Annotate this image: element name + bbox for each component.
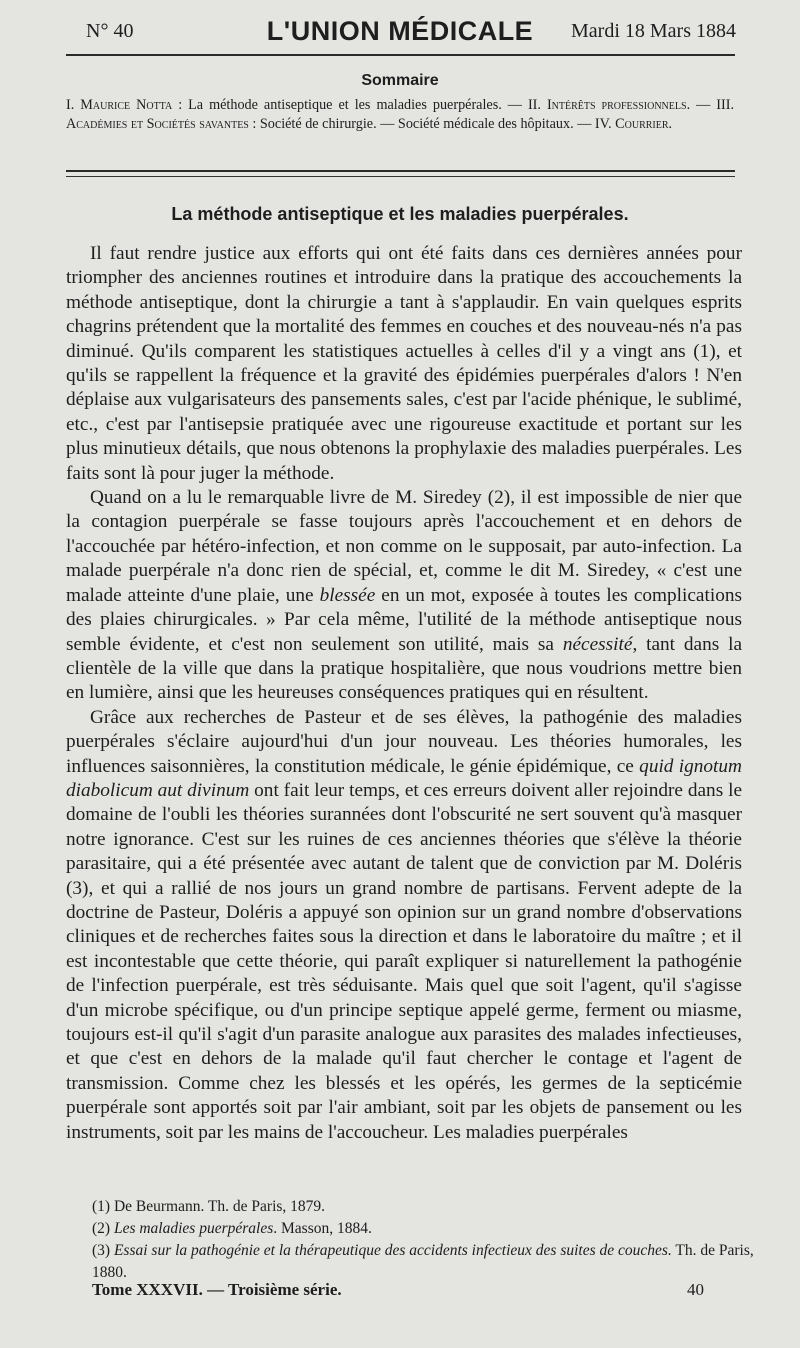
emphasis: nécessité: [562, 633, 633, 655]
footnote-text: De Beurmann. Th. de Paris, 1879.: [110, 1198, 326, 1215]
paragraph-text: ont fait leur temps, et ces erreurs doivent aller rejoindre dans le domaine de l'oubli les théories surannées dont l'obscurité ne sert souvent qu'à masquer notre ignorance. C'est sur les ruines de ces anciennes théories que s'élève la théorie parasitaire, qui a été présentée avec autant de talent que de conviction par M. Doléris (3), et qui a rallié de nos jours un grand nombre de partisans. Fervent adepte de la doctrine de Pasteur, Doléris a appuyé son opinion sur un grand nombre d'observations cliniques et de recherches faites sous la direction et dans le laboratoire du maître ; et il est incontestable que cette théorie, qui paraît expliquer si naturellement la pathogénie de l'infection puerpérale, est très séduisante. Mais quel que soit l'agent, qu'il s'agisse d'un microbe spécifique, ou d'un principe septique appelé germe, ferment ou miasme, toujours est-il qu'il s'agit d'un parasite analogue aux parasites des malades infectieuses, et que c'est en dehors de la malade qu'il faut chercher le contage et l'agent de transmission. Comme chez les blessés et les opérés, les germes de la septicémie puerpérale sont apportés soit par l'air ambiant, soit par les objets de pansement ou les instruments, soit par les mains de l'accoucheur. Les maladies puerpérales: [66, 779, 742, 1143]
footnote-text: . Masson, 1884.: [273, 1220, 372, 1237]
summary-item-number: I.: [66, 97, 75, 113]
article-title: La méthode antiseptique et les maladies puerpérales.: [171, 204, 629, 224]
footnote-number: (3): [92, 1242, 111, 1259]
footnotes: [92, 1196, 754, 1284]
issue-number: N° 40: [86, 20, 134, 42]
paragraph: [66, 706, 742, 1145]
summary-body: [66, 96, 734, 134]
summary-section-head: Intérêts professionnels: [546, 97, 687, 113]
paragraph: Il faut rendre justice aux efforts qui ont été faits dans ces dernières années pour triompher des anciennes routines et introduire dans la pratique des accouchements la méthode antiseptique, dont la chirurgie a tant à s'applaudir. En vain quelques esprits chagrins prétendent que la mortalité des femmes en couches et des nouveau-nés n'a pas diminué. Qu'ils comparent les statistiques actuelles à celles d'il y a vingt ans (1), et qu'ils se rappellent la fréquence et la gravité des épidémies puerpérales d'alors ! N'en déplaise aux vulgarisateurs des pansements sales, c'est par l'acide phénique, le sublimé, etc., c'est par l'antisepsie pratiquée avec une rigoureuse exactitude et portant sur les plus minutieux détails, que nous obtenons la prophylaxie des maladies puerpérales. Les faits sont là pour juger la méthode.: [66, 243, 742, 484]
paragraph-text: Grâce aux recherches de Pasteur et de ses élèves, la pathogénie des maladies puerpérales s'éclaire aujourd'hui d'un jour nouveau. Les théories humorales, les influences saisonnières, la constitution médicale, le génie épidémique, ce: [66, 706, 742, 777]
paragraph-text: , tant dans la clientèle de la ville que dans la pratique hospitalière, que nous voudrions mettre bien en lumière, ainsi que les heureuses conséquences pratiques qui en résultent.: [66, 633, 742, 704]
summary-rule: [66, 170, 735, 172]
footnote-number: (1): [92, 1198, 111, 1215]
footnote-number: (2): [92, 1220, 111, 1237]
summary-section-head: Académies et Sociétés savantes: [66, 116, 249, 132]
summary-text: . — III.: [686, 97, 734, 113]
paragraph-text: en un mot, exposée à toutes les complications des plaies chirurgicales. » Par cela même, l'utilité de la méthode antiseptique nous semble évidente, et c'est non seulement son utilité, mais sa: [66, 584, 742, 655]
footnote-text: Th. de Paris, 1880.: [92, 1242, 754, 1281]
summary-text: : La méthode antiseptique et les maladies puerpérales. — II.: [172, 97, 547, 113]
footnote-title: Essai sur la pathogénie et la thérapeutique des accidents infectieux des suites de couches.: [110, 1242, 672, 1259]
summary-rule-thin: [66, 176, 735, 177]
footnote-2: [92, 1218, 754, 1240]
summary-text: .: [668, 116, 673, 132]
footnote-1: [92, 1196, 754, 1218]
header-rule: [66, 54, 735, 56]
summary-author: Maurice Notta: [80, 97, 173, 113]
journal-title: L'UNION MÉDICALE: [266, 16, 534, 46]
footnote-title: Les maladies puerpérales: [110, 1220, 274, 1237]
summary-section-head: Courrier: [615, 116, 669, 132]
footnote-3: [92, 1240, 754, 1284]
paragraph: [66, 486, 742, 706]
emphasis: quid ignotum diabolicum aut divinum: [66, 755, 742, 801]
article-body: [66, 242, 742, 1145]
page-number: 40: [687, 1280, 704, 1299]
emphasis: blessée: [319, 584, 376, 606]
issue-date: Mardi 18 Mars 1884: [571, 20, 736, 42]
page-header: [0, 10, 800, 50]
volume-line: Tome XXXVII. — Troisième série.: [92, 1280, 342, 1299]
summary-text: : Société de chirurgie. — Société médicale des hôpitaux. — IV.: [248, 116, 616, 132]
paragraph-text: Quand on a lu le remarquable livre de M. Siredey (2), il est impossible de nier que la contagion puerpérale se fasse toujours après l'accouchement et en dehors de l'accouchée par hétéro-infection, et non comme on le supposait, par auto-infection. La malade puerpérale n'a donc rien de spécial, et, comme le dit M. Siredey, « c'est une malade atteinte d'une plaie, une: [66, 487, 742, 606]
summary-title: Sommaire: [361, 72, 439, 89]
